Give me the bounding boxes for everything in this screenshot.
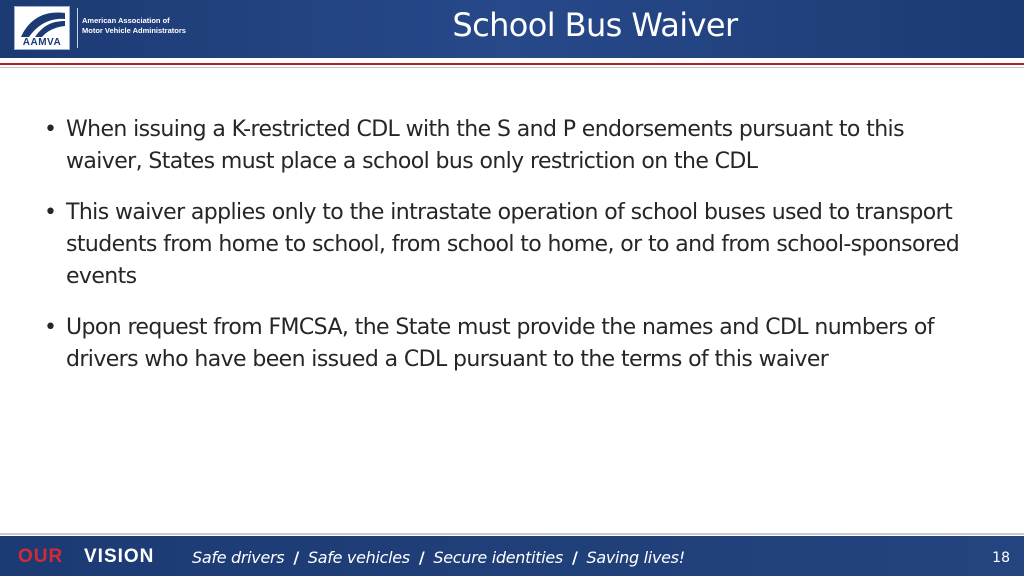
footer-divider-rule — [0, 533, 1024, 535]
tagline-item: Safe vehicles — [307, 548, 410, 567]
page-number: 18 — [992, 550, 1010, 566]
slide-footer — [0, 536, 1024, 576]
organization-name — [82, 16, 222, 36]
tagline-item: Saving lives! — [586, 548, 685, 567]
slide-title: School Bus Waiver — [452, 6, 738, 44]
bullet-item — [44, 312, 964, 376]
organization-name-line1: American Association of — [82, 16, 170, 25]
logo-divider — [77, 8, 78, 48]
vision-label: VISION — [84, 546, 155, 567]
bullet-text: When issuing a K-restricted CDL with the S and P endorsements pursuant to this waiver, States must place a school bus only restriction on the CDL — [66, 117, 904, 174]
bullet-item — [44, 114, 964, 178]
bullet-marker: • — [44, 117, 57, 142]
bullet-list — [44, 114, 964, 376]
aamva-logo — [14, 6, 70, 50]
tagline-item: Secure identities — [433, 548, 563, 567]
bullet-marker: • — [44, 315, 57, 340]
tagline-separator: / — [571, 548, 578, 567]
slide-header — [0, 0, 1024, 58]
organization-name-line2: Motor Vehicle Administrators — [82, 26, 186, 35]
bullet-item — [44, 197, 964, 293]
bullet-text: This waiver applies only to the intrastate operation of school buses used to transport students from home to school, from school to home, or to and from school-sponsored events — [66, 200, 960, 289]
slide-body — [44, 114, 964, 395]
header-divider-rule — [0, 67, 1024, 68]
tagline-separator: / — [418, 548, 425, 567]
bullet-text: Upon request from FMCSA, the State must provide the names and CDL numbers of drivers who have been issued a CDL pursuant to the terms of this waiver — [66, 315, 934, 372]
tagline-item: Safe drivers — [192, 548, 285, 567]
header-accent-rule — [0, 63, 1024, 65]
bullet-marker: • — [44, 200, 57, 225]
logo-acronym: AAMVA — [22, 37, 62, 48]
vision-our-label: OUR — [18, 546, 64, 567]
tagline-separator: / — [293, 548, 299, 567]
vision-tagline — [192, 548, 685, 567]
